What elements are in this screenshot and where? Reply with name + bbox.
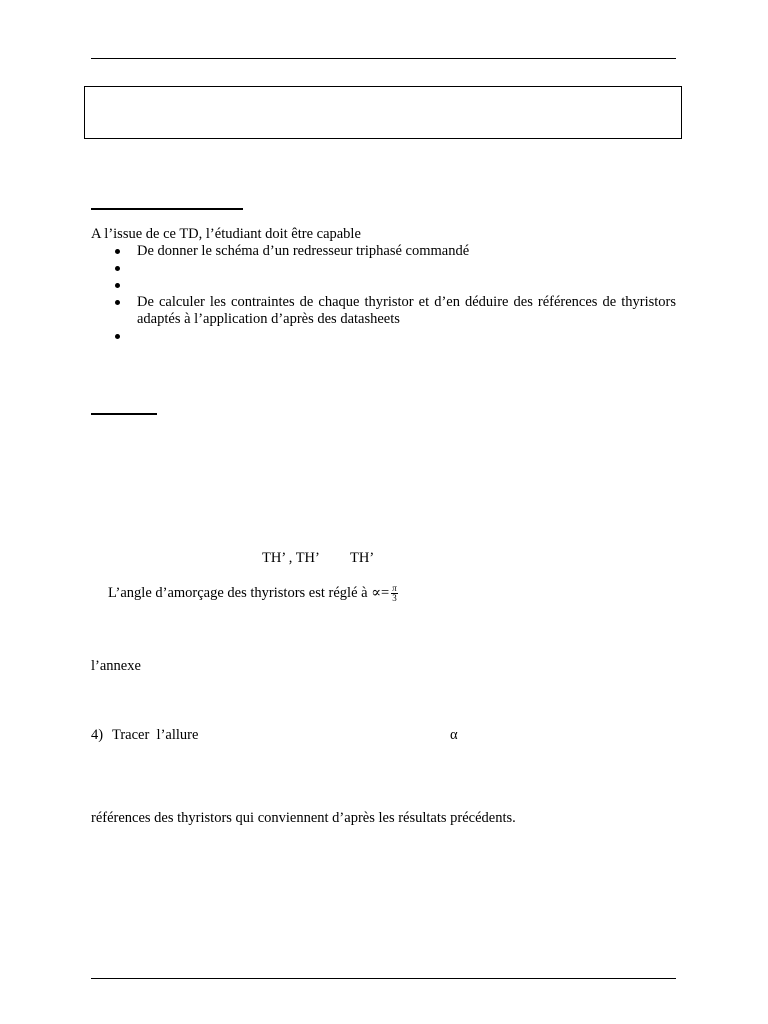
objective-text: De calculer les contraintes de chaque thyristor et d’en déduire des références de thyristors adaptés à l’application d’après des datasheets bbox=[137, 294, 676, 327]
list-item bbox=[91, 243, 676, 260]
objective-text: De donner le schéma d’un redresseur triphasé commandé bbox=[137, 243, 470, 259]
bullet-icon bbox=[115, 300, 120, 305]
fraction-denominator: 3 bbox=[392, 593, 397, 603]
bullet-icon bbox=[115, 249, 120, 254]
alpha-equals: ∝= bbox=[371, 584, 390, 601]
question-4-number: 4) bbox=[91, 727, 104, 743]
firing-angle-statement bbox=[108, 584, 398, 603]
annex-reference: l’annexe bbox=[91, 658, 141, 674]
pi-over-three bbox=[391, 584, 398, 603]
list-item bbox=[91, 328, 676, 345]
exercise-heading-underline bbox=[91, 413, 157, 415]
thyristor-label-last: TH’ bbox=[350, 550, 375, 566]
thyristor-labels: TH’ , TH’ bbox=[262, 550, 320, 566]
title-box bbox=[84, 86, 682, 139]
question-4-text: Tracer l’allure bbox=[112, 727, 199, 743]
list-item bbox=[91, 294, 676, 328]
footer-rule bbox=[91, 978, 676, 979]
header-rule bbox=[91, 58, 676, 59]
bullet-icon bbox=[115, 266, 120, 271]
objectives-list bbox=[91, 243, 676, 345]
bullet-icon bbox=[115, 334, 120, 339]
fraction-numerator: π bbox=[392, 583, 397, 593]
firing-angle-text: L’angle d’amorçage des thyristors est réglé à bbox=[108, 584, 368, 601]
question-4-alpha: α bbox=[450, 727, 458, 743]
objectives-heading-underline bbox=[91, 208, 243, 210]
list-item bbox=[91, 277, 676, 294]
list-item bbox=[91, 260, 676, 277]
references-line: références des thyristors qui conviennent d’après les résultats précédents. bbox=[91, 810, 516, 826]
intro-line: A l’issue de ce TD, l’étudiant doit être capable bbox=[91, 226, 361, 242]
bullet-icon bbox=[115, 283, 120, 288]
